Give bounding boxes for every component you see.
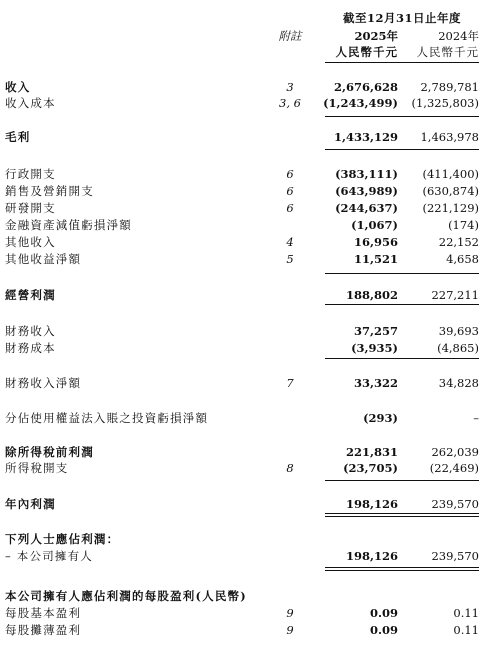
note-column-label: 附註 [278,29,302,43]
row-label: 毛利 [5,130,31,144]
statement-row [0,548,485,564]
value-2024: 2,789,781 [420,80,479,94]
value-2025: (3,935) [351,341,398,355]
value-2025: (23,705) [343,461,398,475]
statement-row [0,496,485,512]
value-2024: 239,570 [431,497,479,511]
year-current-label: 2025年 [354,29,398,43]
value-2025: (643,989) [335,184,398,198]
value-2024: – [473,411,479,425]
statement-row [0,375,485,391]
unit-current-label: 人民幣千元 [335,45,398,59]
statement-row [0,79,485,95]
value-2025: 2,676,628 [333,80,398,94]
year-prior-label: 2024年 [438,29,479,43]
subtotal-rule [325,480,479,481]
row-label: 財務收入 [5,324,56,338]
row-label: 研發開支 [5,201,56,215]
row-label: 財務成本 [5,341,56,355]
subtotal-rule [325,358,479,359]
row-note: 3, 6 [279,96,301,110]
row-note: 5 [286,252,294,266]
row-label: 財務收入淨額 [5,376,82,390]
row-label: 其他收入 [5,235,56,249]
row-label: 下列人士應佔利潤： [5,532,120,546]
row-label: 除所得稅前利潤 [5,445,94,459]
value-2025: (383,111) [335,167,398,181]
statement-row [0,200,485,216]
statement-row [0,444,485,460]
value-2024: 4,658 [446,252,479,266]
value-2025: 0.09 [369,606,398,620]
total-double-rule [325,567,479,571]
subtotal-rule [325,149,479,150]
value-2025: 1,433,129 [333,130,398,144]
row-label: – 本公司擁有人 [5,549,94,563]
value-2024: (22,469) [429,461,479,475]
value-2025: 33,322 [353,376,398,390]
value-2025: (1,243,499) [323,96,398,110]
statement-row [0,95,485,111]
row-note: 8 [286,461,294,475]
value-2024: (4,865) [437,341,479,355]
row-label: 所得稅開支 [5,461,69,475]
statement-row [0,234,485,250]
row-note: 4 [286,235,294,249]
statement-row [0,340,485,356]
value-2024: 262,039 [431,445,479,459]
subtotal-rule [325,62,479,63]
value-2025: 198,126 [345,497,398,511]
statement-row [0,251,485,267]
value-2024: 0.11 [453,606,479,620]
row-note: 6 [286,184,294,198]
statement-row [0,323,485,339]
row-label: 收入成本 [5,96,56,110]
row-label: 每股攤薄盈利 [5,623,82,637]
value-2024: 22,152 [438,235,479,249]
subtotal-rule [325,273,479,274]
row-note: 6 [286,201,294,215]
value-2024: 227,211 [431,288,479,302]
row-label: 收入 [5,80,31,94]
value-2025: 37,257 [353,324,398,338]
value-2024: 34,828 [438,376,479,390]
value-2025: (244,637) [335,201,398,215]
period-title: 截至12月31日止年度 [342,11,461,25]
statement-row [0,129,485,145]
row-label: 年內利潤 [5,497,56,511]
row-label: 金融資產減值虧損淨額 [5,218,132,232]
row-note: 7 [286,376,294,390]
value-2025: 188,802 [345,288,398,302]
value-2025: 11,521 [353,252,398,266]
value-2024: (174) [448,218,479,232]
row-note: 9 [286,606,294,620]
value-2024: (630,874) [422,184,479,198]
value-2024: 1,463,978 [420,130,479,144]
statement-row [0,410,485,426]
row-label: 銷售及營銷開支 [5,184,94,198]
value-2025: (1,067) [351,218,398,232]
value-2024: 239,570 [431,549,479,563]
value-2024: 39,693 [438,324,479,338]
statement-row [0,287,485,303]
value-2025: (293) [363,411,398,425]
subtotal-rule [325,116,479,117]
statement-row [0,460,485,476]
value-2025: 16,956 [353,235,398,249]
row-note: 9 [286,623,294,637]
total-double-rule [325,513,479,517]
row-label: 經營利潤 [5,288,56,302]
value-2024: (221,129) [422,201,479,215]
value-2025: 0.09 [369,623,398,637]
statement-row [0,622,485,638]
statement-row [0,588,485,604]
statement-row [0,217,485,233]
unit-prior-label: 人民幣千元 [416,45,479,59]
statement-row [0,183,485,199]
value-2025: 221,831 [345,445,398,459]
value-2024: (411,400) [422,167,479,181]
row-note: 3 [286,80,294,94]
value-2025: 198,126 [345,549,398,563]
statement-row [0,531,485,547]
row-note: 6 [286,167,294,181]
value-2024: 0.11 [453,623,479,637]
row-label: 其他收益淨額 [5,252,82,266]
value-2024: (1,325,803) [411,96,479,110]
row-label: 每股基本盈利 [5,606,82,620]
subtotal-rule [325,304,479,305]
statement-row [0,166,485,182]
row-label: 行政開支 [5,167,56,181]
statement-row [0,605,485,621]
row-label: 本公司擁有人應佔利潤的每股盈利(人民幣) [5,589,247,603]
row-label: 分佔使用權益法入賬之投資虧損淨額 [5,411,209,425]
